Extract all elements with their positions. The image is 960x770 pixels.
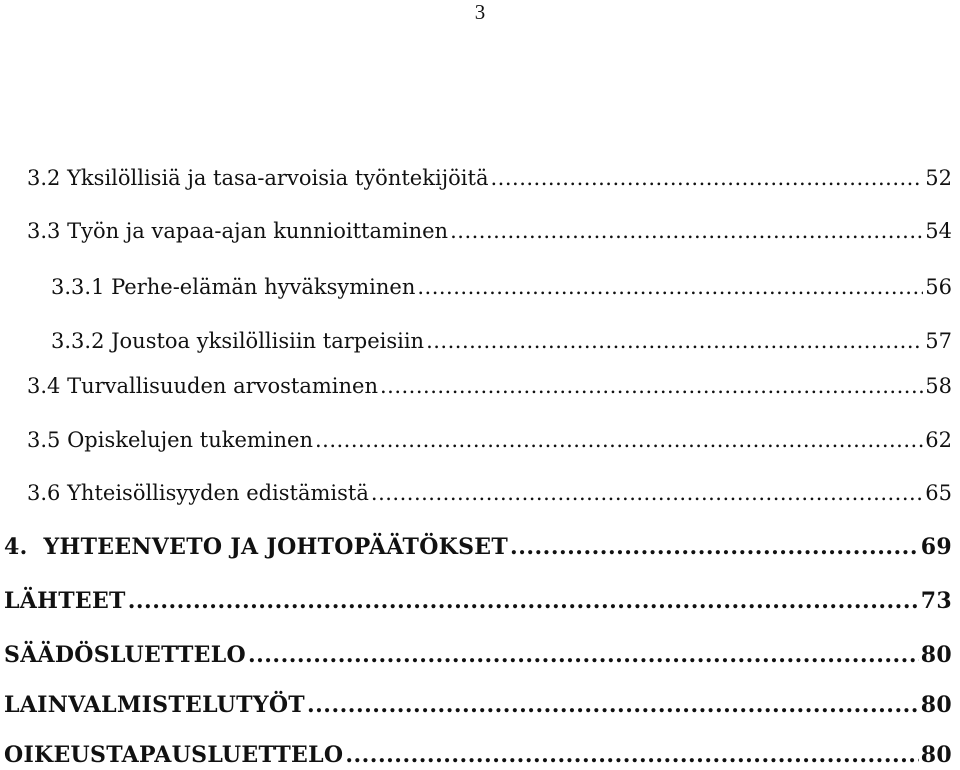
toc-leader-dots — [417, 272, 923, 302]
toc-entry-label: SÄÄDÖSLUETTELO — [4, 642, 246, 668]
toc-leader-dots — [128, 586, 919, 616]
toc-entry — [4, 640, 952, 670]
toc-entry — [51, 326, 952, 356]
toc-entry-label: 3.3.2 Joustoa yksilöllisiin tarpeisiin — [51, 329, 425, 353]
toc-leader-dots — [248, 640, 919, 670]
toc-leader-dots — [307, 690, 919, 720]
toc-leader-dots — [426, 326, 923, 356]
toc-leader-dots — [345, 740, 918, 770]
toc-entry-page: 57 — [925, 329, 952, 353]
toc-leader-dots — [510, 532, 919, 562]
toc-entry-label: 4. YHTEENVETO JA JOHTOPÄÄTÖKSET — [4, 534, 509, 560]
toc-entry-page: 58 — [925, 374, 952, 398]
toc-entry — [27, 216, 952, 246]
toc-entry — [27, 371, 952, 401]
toc-entry-label: 3.4 Turvallisuuden arvostaminen — [27, 374, 378, 398]
toc-leader-dots — [380, 371, 923, 401]
toc-entry — [4, 740, 952, 770]
toc-entry-page: 62 — [925, 428, 952, 452]
toc-entry — [27, 425, 952, 455]
toc-entry-label: LÄHTEET — [4, 588, 126, 614]
toc-leader-dots — [315, 425, 923, 455]
toc-entry-label: LAINVALMISTELUTYÖT — [4, 692, 305, 718]
toc-entry-page: 69 — [920, 534, 952, 560]
toc-entry-label: 3.2 Yksilöllisiä ja tasa-arvoisia työntekijöitä — [27, 166, 489, 190]
toc-entry-page: 80 — [920, 692, 952, 718]
toc-entry-label: 3.6 Yhteisöllisyyden edistämistä — [27, 481, 369, 505]
toc-entry-label: 3.3.1 Perhe-elämän hyväksyminen — [51, 275, 416, 299]
toc-entry-label: 3.3 Työn ja vapaa-ajan kunnioittaminen — [27, 219, 449, 243]
toc-leader-dots — [371, 478, 923, 508]
toc-entry — [27, 478, 952, 508]
toc-entry — [51, 272, 952, 302]
toc-entry-page: 56 — [925, 275, 952, 299]
toc-entry — [4, 532, 952, 562]
page-number: 3 — [474, 0, 486, 24]
toc-entry-page: 52 — [925, 166, 952, 190]
toc-entry — [4, 586, 952, 616]
toc-leader-dots — [450, 216, 923, 246]
toc-leader-dots — [491, 163, 924, 193]
toc-entry-page: 73 — [920, 588, 952, 614]
toc-entry-page: 54 — [925, 219, 952, 243]
toc-entry-label: 3.5 Opiskelujen tukeminen — [27, 428, 313, 452]
toc-entry — [4, 690, 952, 720]
toc-entry-page: 80 — [920, 642, 952, 668]
toc-entry-label: OIKEUSTAPAUSLUETTELO — [4, 742, 344, 768]
toc-entry-page: 65 — [925, 481, 952, 505]
toc-entry-page: 80 — [920, 742, 952, 768]
toc-entry — [27, 163, 952, 193]
